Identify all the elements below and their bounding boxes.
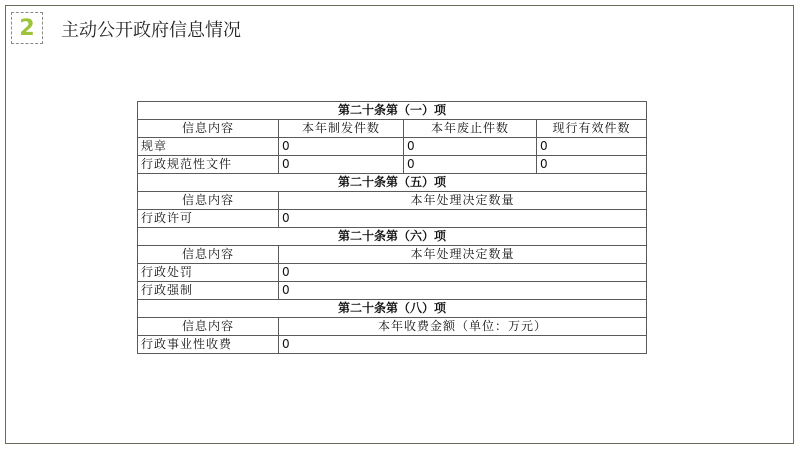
table-row — [138, 156, 647, 174]
table-row — [138, 282, 647, 300]
cell-value: 0 — [404, 138, 537, 156]
column-header: 本年收费金额（单位：万元） — [279, 318, 647, 336]
column-header: 本年废止件数 — [404, 120, 537, 138]
row-label: 行政规范性文件 — [138, 156, 279, 174]
column-header: 本年处理决定数量 — [279, 246, 647, 264]
column-header: 本年制发件数 — [279, 120, 404, 138]
info-table — [137, 101, 647, 354]
section-title: 第二十条第（一）项 — [138, 102, 647, 120]
column-header-row — [138, 318, 647, 336]
table-row — [138, 336, 647, 354]
cell-value: 0 — [279, 138, 404, 156]
row-label: 行政事业性收费 — [138, 336, 279, 354]
section-title: 第二十条第（六）项 — [138, 228, 647, 246]
column-header: 信息内容 — [138, 318, 279, 336]
column-header-row — [138, 120, 647, 138]
column-header-row — [138, 246, 647, 264]
section-header-row — [138, 300, 647, 318]
column-header: 现行有效件数 — [537, 120, 647, 138]
section-header-row — [138, 102, 647, 120]
cell-value: 0 — [537, 138, 647, 156]
column-header: 信息内容 — [138, 120, 279, 138]
cell-value: 0 — [279, 336, 647, 354]
section-header-row — [138, 228, 647, 246]
cell-value: 0 — [279, 282, 647, 300]
section-number-badge — [11, 12, 43, 44]
table-row — [138, 210, 647, 228]
section-title: 第二十条第（五）项 — [138, 174, 647, 192]
row-label: 行政处罚 — [138, 264, 279, 282]
section-title: 第二十条第（八）项 — [138, 300, 647, 318]
section-header-row — [138, 174, 647, 192]
cell-value: 0 — [279, 264, 647, 282]
table-row — [138, 138, 647, 156]
cell-value: 0 — [537, 156, 647, 174]
row-label: 规章 — [138, 138, 279, 156]
column-header: 本年处理决定数量 — [279, 192, 647, 210]
page-title: 主动公开政府信息情况 — [61, 20, 241, 41]
section-number: 2 — [19, 15, 35, 41]
cell-value: 0 — [279, 210, 647, 228]
row-label: 行政强制 — [138, 282, 279, 300]
row-label: 行政许可 — [138, 210, 279, 228]
cell-value: 0 — [279, 156, 404, 174]
table-row — [138, 264, 647, 282]
column-header-row — [138, 192, 647, 210]
cell-value: 0 — [404, 156, 537, 174]
column-header: 信息内容 — [138, 246, 279, 264]
column-header: 信息内容 — [138, 192, 279, 210]
